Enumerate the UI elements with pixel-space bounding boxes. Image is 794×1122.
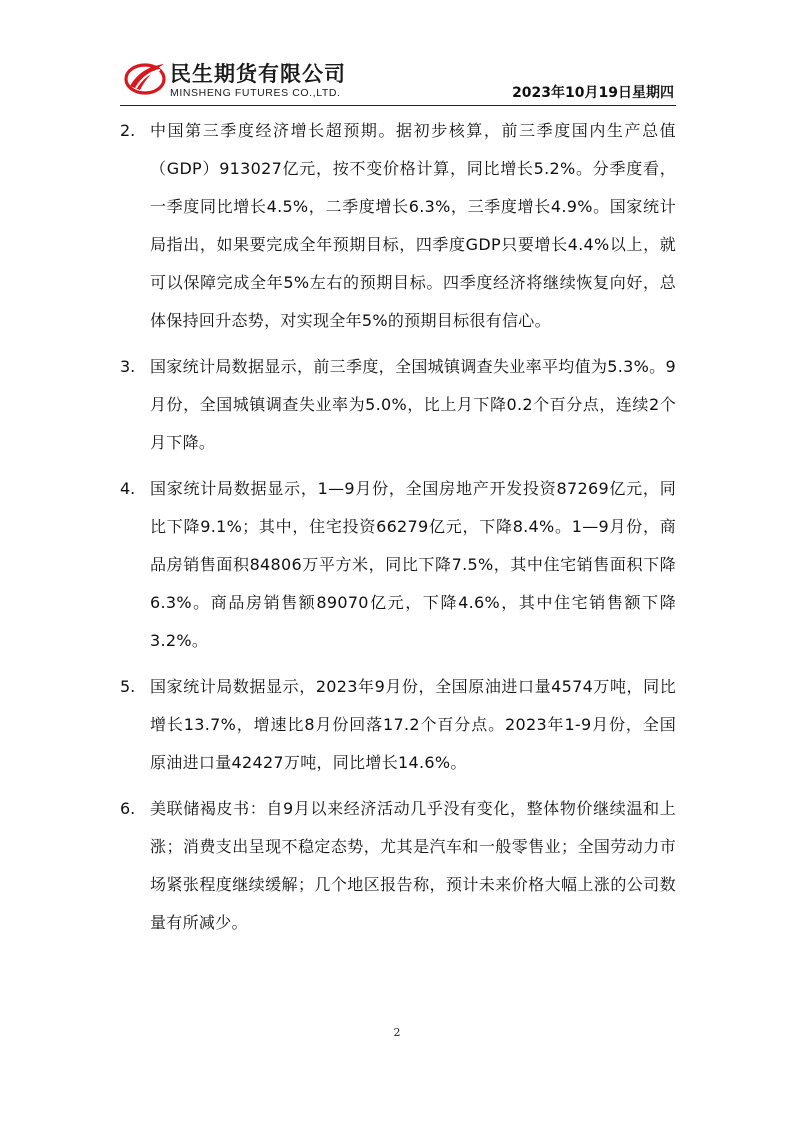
logo-english-name: MINSHENG FUTURES CO.,LTD. xyxy=(170,87,341,99)
minsheng-logo-icon xyxy=(124,58,166,96)
item-number: 4. xyxy=(120,479,136,498)
page-number: 2 xyxy=(393,1026,401,1039)
item-number: 5. xyxy=(120,677,136,696)
item-number: 2. xyxy=(120,121,136,140)
item-text: 国家统计局数据显示，1—9月份，全国房地产开发投资87269亿元，同比下降9.1%；其中，住宅投资66279亿元，下降8.4%。1—9月份，商品房销售面积84806万平方米，同比下降7.5%，其中住宅销售面积下降6.3%。商品房销售额89070亿元，下降4.6%，其中住宅销售额下降3.2%。 xyxy=(150,479,676,650)
item-text: 美联储褐皮书：自9月以来经济活动几乎没有变化，整体物价继续温和上涨；消费支出呈现不稳定态势，尤其是汽车和一般零售业；全国劳动力市场紧张程度继续缓解；几个地区报告称，预计未来价格大幅上涨的公司数量有所减少。 xyxy=(150,799,676,932)
item-text: 国家统计局数据显示，2023年9月份，全国原油进口量4574万吨，同比增长13.7%，增速比8月份回落17.2个百分点。2023年1-9月份，全国原油进口量42427万吨，同比增长14.6%。 xyxy=(150,677,676,772)
news-list xyxy=(120,112,676,950)
item-number: 3. xyxy=(120,357,136,376)
page-header xyxy=(120,52,676,104)
item-text: 国家统计局数据显示，前三季度，全国城镇调查失业率平均值为5.3%。9月份，全国城镇调查失业率为5.0%，比上月下降0.2个百分点，连续2个月下降。 xyxy=(150,357,676,452)
list-item xyxy=(120,348,676,462)
list-item xyxy=(120,470,676,660)
report-date: 2023年10月19日星期四 xyxy=(512,85,674,101)
list-item xyxy=(120,112,676,340)
company-logo xyxy=(124,56,404,100)
header-divider xyxy=(120,105,676,106)
item-text: 中国第三季度经济增长超预期。据初步核算，前三季度国内生产总值（GDP）913027亿元，按不变价格计算，同比增长5.2%。分季度看，一季度同比增长4.5%，二季度增长6.3%，三季度增长4.9%。国家统计局指出，如果要完成全年预期目标，四季度GDP只要增长4.4%以上，就可以保障完成全年5%左右的预期目标。四季度经济将继续恢复向好，总体保持回升态势，对实现全年5%的预期目标很有信心。 xyxy=(150,121,676,330)
logo-chinese-name: 民生期货有限公司 xyxy=(170,62,346,86)
item-number: 6. xyxy=(120,799,136,818)
list-item xyxy=(120,668,676,782)
list-item xyxy=(120,790,676,942)
